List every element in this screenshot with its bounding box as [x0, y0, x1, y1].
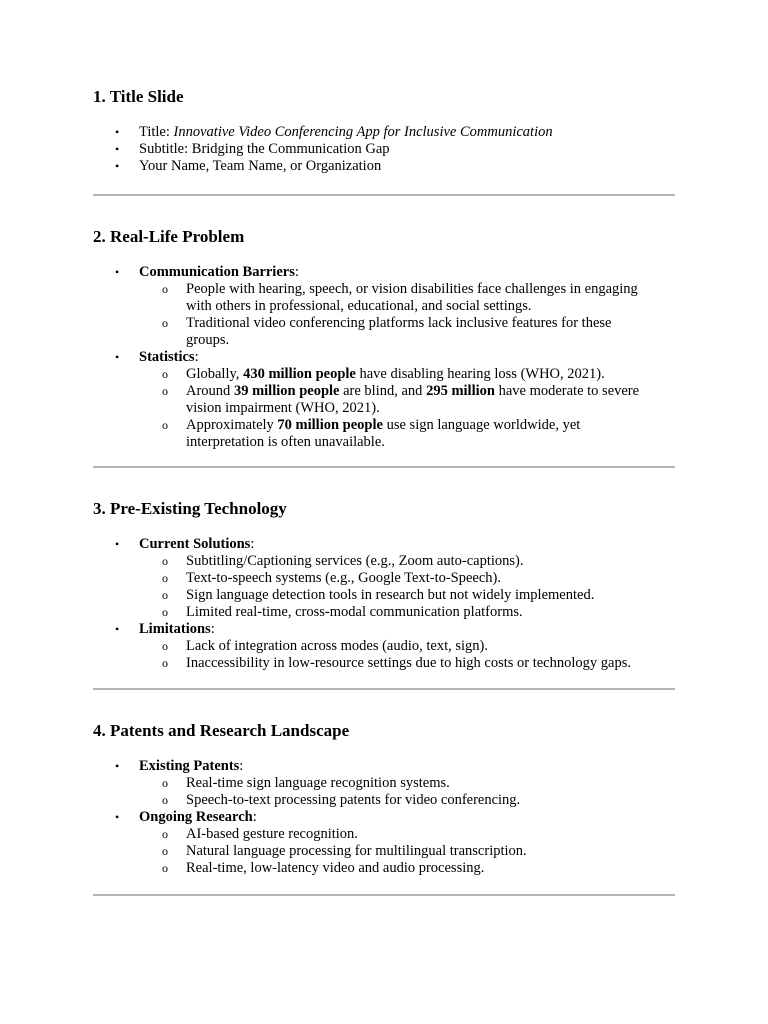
circle-bullet-icon: o	[162, 827, 168, 841]
sub-list	[139, 775, 675, 809]
sub-list-item	[139, 604, 675, 621]
colon: :	[194, 349, 199, 365]
list-item	[93, 124, 675, 141]
circle-bullet-icon: o	[162, 776, 168, 790]
circle-bullet-icon: o	[162, 282, 168, 296]
sub-list-item	[139, 792, 675, 809]
sub-list-item	[139, 843, 675, 860]
colon: :	[294, 264, 299, 280]
sub-list-item	[139, 826, 675, 843]
group-title: Existing Patents	[139, 758, 240, 774]
circle-bullet-icon: o	[162, 418, 168, 432]
sub-item-text: Traditional video conferencing platforms lack inclusive features for these	[186, 315, 612, 331]
sub-item-text: Text-to-speech systems (e.g., Google Text-to-Speech).	[186, 570, 501, 586]
list-item	[93, 349, 675, 451]
group-title: Limitations	[139, 621, 211, 637]
list-item	[93, 264, 675, 349]
sub-item-text: use sign language worldwide, yet	[382, 417, 581, 433]
group-title: Ongoing Research	[139, 809, 253, 825]
group-title: Communication Barriers	[139, 264, 295, 280]
bullet-icon: •	[115, 810, 120, 824]
list-item	[93, 758, 675, 809]
section-title-slide	[93, 86, 675, 194]
colon: :	[210, 621, 215, 637]
item-label: Title:	[139, 124, 174, 140]
sub-item-text: with others in professional, educational, and social settings.	[186, 298, 532, 314]
circle-bullet-icon: o	[162, 571, 168, 585]
sub-list-item	[139, 366, 675, 383]
section-heading: 2. Real-Life Problem	[93, 227, 245, 246]
sub-item-text: Globally,	[186, 366, 244, 382]
colon: :	[252, 809, 257, 825]
statistic-value: 430 million people	[243, 366, 356, 382]
sub-list-item	[139, 587, 675, 604]
sub-list-item	[139, 638, 675, 655]
bullet-icon: •	[115, 265, 120, 279]
sub-item-text: Inaccessibility in low-resource settings due to high costs or technology gaps.	[186, 655, 631, 671]
section-pre-existing-technology	[93, 468, 675, 688]
sub-item-text: Sign language detection tools in research but not widely implemented.	[186, 587, 595, 603]
sub-item-text: Natural language processing for multilingual transcription.	[186, 843, 527, 859]
sub-item-text: Limited real-time, cross-modal communication platforms.	[186, 604, 523, 620]
sub-item-text: are blind, and	[339, 383, 427, 399]
circle-bullet-icon: o	[162, 656, 168, 670]
colon: :	[250, 536, 255, 552]
circle-bullet-icon: o	[162, 554, 168, 568]
section-real-life-problem	[93, 196, 675, 466]
list-item	[93, 141, 675, 158]
bullet-icon: •	[115, 350, 120, 364]
circle-bullet-icon: o	[162, 861, 168, 875]
sub-item-text: AI-based gesture recognition.	[186, 826, 358, 842]
statistic-value: 70 million people	[277, 417, 383, 433]
sub-list-item	[139, 553, 675, 570]
section-heading: 3. Pre-Existing Technology	[93, 499, 287, 518]
list-item	[93, 158, 675, 175]
bullet-list	[93, 758, 675, 877]
bullet-icon: •	[115, 759, 120, 773]
circle-bullet-icon: o	[162, 367, 168, 381]
circle-bullet-icon: o	[162, 639, 168, 653]
bullet-icon: •	[115, 159, 120, 173]
circle-bullet-icon: o	[162, 793, 168, 807]
circle-bullet-icon: o	[162, 316, 168, 330]
group-title: Statistics	[139, 349, 195, 365]
bullet-icon: •	[115, 142, 120, 156]
section-patents-research	[93, 690, 675, 894]
sub-item-text: Real-time, low-latency video and audio processing.	[186, 860, 485, 876]
circle-bullet-icon: o	[162, 844, 168, 858]
sub-item-text: have disabling hearing loss (WHO, 2021).	[355, 366, 605, 382]
list-item	[93, 621, 675, 672]
sub-item-text: Speech-to-text processing patents for video conferencing.	[186, 792, 521, 808]
sub-list	[139, 553, 675, 621]
sub-item-text: Around	[186, 383, 234, 399]
sub-list	[139, 638, 675, 672]
sub-list-item	[139, 281, 675, 315]
bullet-icon: •	[115, 537, 120, 551]
bullet-list	[93, 264, 675, 451]
sub-list-item	[139, 315, 675, 349]
circle-bullet-icon: o	[162, 588, 168, 602]
bullet-list	[93, 536, 675, 672]
sub-list-item	[139, 655, 675, 672]
sub-list	[139, 826, 675, 877]
sub-item-text: Subtitling/Captioning services (e.g., Zoom auto-captions).	[186, 553, 524, 569]
sub-item-text: People with hearing, speech, or vision disabilities face challenges in engaging	[186, 281, 638, 297]
sub-list-item	[139, 383, 675, 417]
statistic-value: 39 million people	[233, 383, 340, 399]
sub-item-text: interpretation is often unavailable.	[186, 434, 385, 450]
colon: :	[239, 758, 244, 774]
sub-list	[139, 366, 675, 451]
horizontal-rule	[93, 894, 675, 896]
list-item	[93, 536, 675, 621]
circle-bullet-icon: o	[162, 605, 168, 619]
circle-bullet-icon: o	[162, 384, 168, 398]
document-page	[93, 86, 675, 896]
group-title: Current Solutions	[139, 536, 251, 552]
sub-item-text: Lack of integration across modes (audio, text, sign).	[186, 638, 489, 654]
sub-list-item	[139, 775, 675, 792]
statistic-value: 295 million	[426, 383, 495, 399]
item-label: Your Name, Team Name, or Organization	[139, 158, 382, 174]
sub-item-text: have moderate to severe	[494, 383, 640, 399]
list-item	[93, 809, 675, 877]
bullet-icon: •	[115, 622, 120, 636]
app-title-text: Innovative Video Conferencing App for Inclusive Communication	[173, 124, 553, 140]
sub-item-text: groups.	[186, 332, 230, 348]
sub-item-text: vision impairment (WHO, 2021).	[186, 400, 380, 416]
bullet-list	[93, 124, 675, 175]
section-heading: 1. Title Slide	[93, 87, 184, 106]
sub-list-item	[139, 570, 675, 587]
sub-item-text: Real-time sign language recognition systems.	[186, 775, 450, 791]
item-label: Subtitle: Bridging the Communication Gap	[139, 141, 390, 157]
bullet-icon: •	[115, 125, 120, 139]
sub-item-text: Approximately	[186, 417, 278, 433]
sub-list-item	[139, 417, 675, 451]
sub-list-item	[139, 860, 675, 877]
section-heading: 4. Patents and Research Landscape	[93, 721, 350, 740]
sub-list	[139, 281, 675, 349]
